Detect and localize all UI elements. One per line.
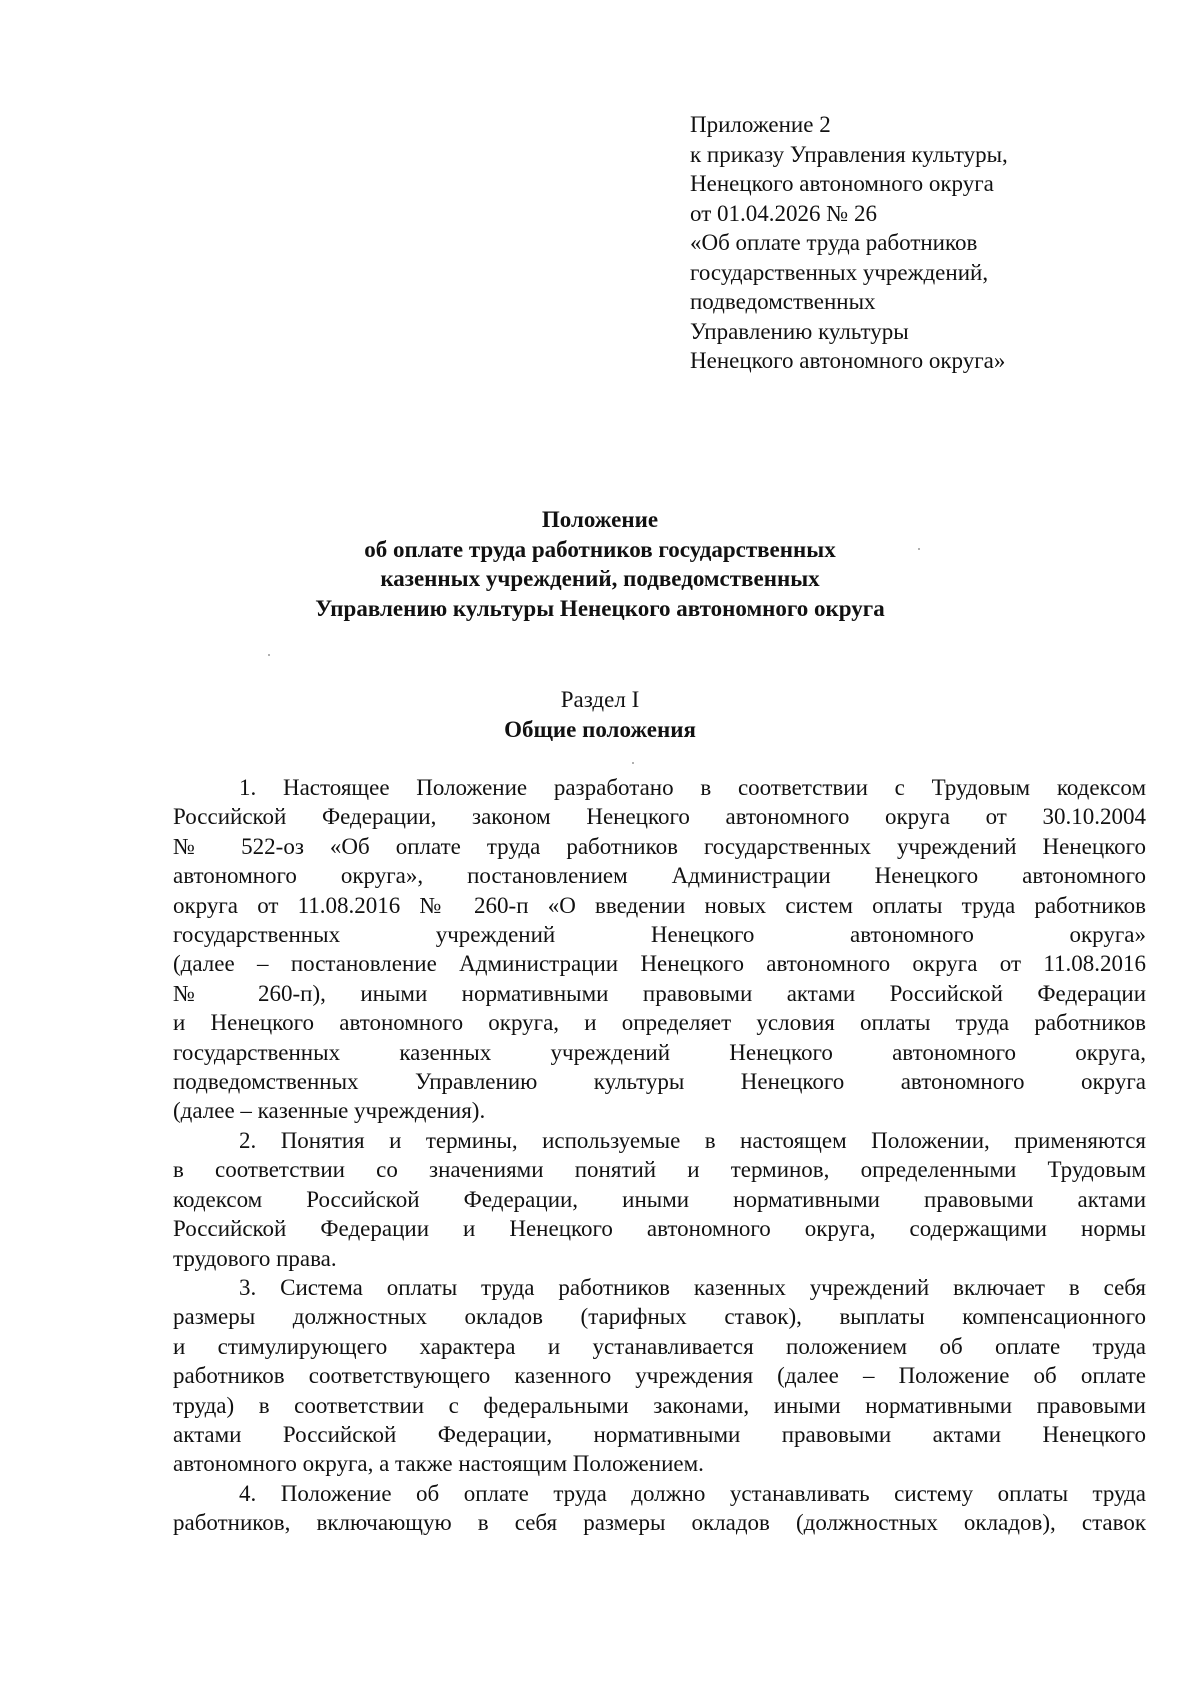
appendix-line: от 01.04.2026 № 26 bbox=[690, 200, 877, 226]
paragraph-line: и Ненецкого автономного округа, и определяет условия оплаты труда работников bbox=[173, 1010, 1146, 1036]
paragraph-line: (далее – казенные учреждения). bbox=[173, 1098, 486, 1124]
appendix-header bbox=[690, 110, 1160, 376]
paragraph-line: 4. Положение об оплате труда должно устанавливать систему оплаты труда bbox=[239, 1480, 1146, 1506]
title-line: Положение bbox=[541, 507, 659, 532]
appendix-line: Приложение 2 bbox=[690, 112, 831, 137]
paragraph-3 bbox=[173, 1273, 1146, 1479]
paragraph-line: 3. Система оплаты труда работников казенных учреждений включает в себя bbox=[239, 1274, 1146, 1300]
section-label: Раздел I bbox=[560, 687, 640, 712]
paragraph-line: и стимулирующего характера и устанавливается положением об оплате труда bbox=[173, 1333, 1146, 1359]
paragraph-line: Российской Федерации, законом Ненецкого автономного округа от 30.10.2004 bbox=[173, 804, 1146, 830]
paragraph-line: государственных казенных учреждений Ненецкого автономного округа, bbox=[173, 1039, 1146, 1065]
paragraph-line: в соответствии со значениями понятий и терминов, определенными Трудовым bbox=[173, 1157, 1146, 1183]
paragraph-line: кодексом Российской Федерации, иными нормативными правовыми актами bbox=[173, 1186, 1146, 1212]
paragraph-line: (далее – постановление Администрации Ненецкого автономного округа от 11.08.2016 bbox=[173, 951, 1146, 977]
appendix-line: подведомственных bbox=[690, 289, 876, 314]
paragraph-line: размеры должностных окладов (тарифных ставок), выплаты компенсационного bbox=[173, 1304, 1146, 1330]
appendix-line: «Об оплате труда работников bbox=[690, 230, 978, 255]
paragraph-line: № 260-п), иными нормативными правовыми актами Российской Федерации bbox=[173, 980, 1146, 1006]
section-header bbox=[0, 685, 1200, 745]
paragraph-line: работников соответствующего казенного учреждения (далее – Положение об оплате bbox=[173, 1363, 1146, 1389]
appendix-line: Ненецкого автономного округа bbox=[690, 171, 994, 196]
paragraph-line: автономного округа», постановлением Администрации Ненецкого автономного bbox=[173, 863, 1146, 889]
title-line: Управлению культуры Ненецкого автономного округа bbox=[315, 595, 885, 621]
scan-speck bbox=[632, 762, 634, 764]
paragraph-line: трудового права. bbox=[173, 1245, 337, 1271]
paragraph-line: 2. Понятия и термины, используемые в настоящем Положении, применяются bbox=[239, 1127, 1146, 1153]
paragraph-line: округа от 11.08.2016 № 260-п «О введении новых систем оплаты труда работников bbox=[173, 892, 1146, 918]
scan-speck bbox=[268, 654, 270, 656]
paragraph-line: работников, включающую в себя размеры окладов (должностных окладов), ставок bbox=[173, 1510, 1146, 1536]
title-line: казенных учреждений, подведомственных bbox=[380, 566, 820, 591]
title-line: об оплате труда работников государственных bbox=[364, 536, 836, 562]
paragraph-line: автономного округа, а также настоящим Положением. bbox=[173, 1451, 704, 1477]
paragraph-line: подведомственных Управлению культуры Ненецкого автономного округа bbox=[173, 1069, 1146, 1095]
paragraph-line: труда) в соответствии с федеральными законами, иными нормативными правовыми bbox=[173, 1392, 1146, 1418]
paragraph-line: № 522-оз «Об оплате труда работников государственных учреждений Ненецкого bbox=[173, 833, 1146, 859]
section-heading: Общие положения bbox=[504, 717, 696, 742]
appendix-line: государственных учреждений, bbox=[690, 259, 989, 285]
paragraph-line: государственных учреждений Ненецкого автономного округа» bbox=[173, 922, 1146, 948]
appendix-line: Ненецкого автономного округа» bbox=[690, 348, 1006, 373]
paragraph-line: 1. Настоящее Положение разработано в соответствии с Трудовым кодексом bbox=[239, 775, 1146, 800]
paragraph-line: Российской Федерации и Ненецкого автономного округа, содержащими нормы bbox=[173, 1216, 1146, 1242]
body-text bbox=[173, 773, 1146, 1538]
scan-speck bbox=[918, 548, 920, 550]
paragraph-line: актами Российской Федерации, нормативными правовыми актами Ненецкого bbox=[173, 1421, 1146, 1447]
document-title bbox=[0, 505, 1200, 623]
appendix-line: Управлению культуры bbox=[690, 318, 909, 344]
appendix-line: к приказу Управления культуры, bbox=[690, 141, 1008, 167]
paragraph-2 bbox=[173, 1126, 1146, 1273]
paragraph-4 bbox=[173, 1479, 1146, 1538]
paragraph-1 bbox=[173, 773, 1146, 1126]
